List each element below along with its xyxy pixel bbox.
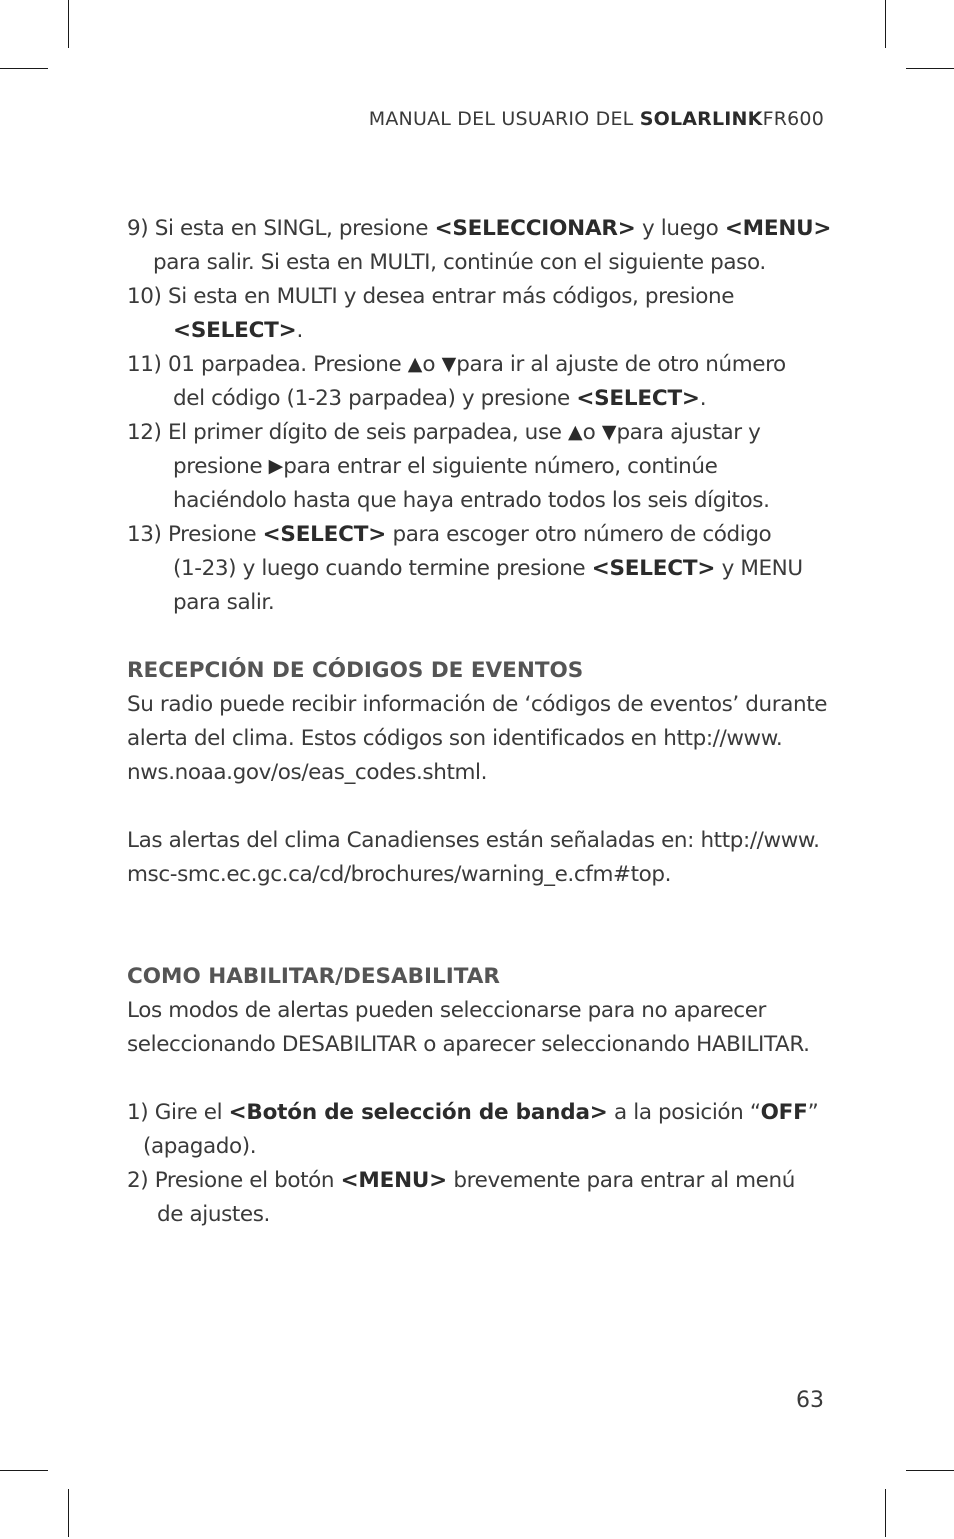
- text-line: nws.noaa.gov/os/eas_codes.shtml.: [127, 760, 488, 785]
- spacer: [127, 892, 827, 960]
- down-arrow-icon: ▼: [441, 353, 457, 375]
- step-9-line-1: [127, 212, 832, 246]
- text-line: msc-smc.ec.gc.ca/cd/brochures/warning_e.cfm#top.: [127, 862, 672, 887]
- key-seleccionar: <SELECCIONAR>: [434, 216, 636, 241]
- section-2-step-2: [127, 1164, 827, 1232]
- text: del código (1-23 parpadea) y presione: [173, 386, 577, 411]
- step-10: [127, 280, 827, 348]
- spacer: [127, 1062, 827, 1096]
- text: para escoger otro número de código: [386, 522, 772, 547]
- step-11-line-1: [127, 348, 827, 382]
- key-menu: <MENU>: [340, 1168, 447, 1193]
- text: y luego: [635, 216, 725, 241]
- section-1-paragraph-2: [127, 824, 827, 892]
- up-arrow-icon: ▲: [567, 421, 583, 443]
- section-title-recepcion: RECEPCIÓN DE CÓDIGOS DE EVENTOS: [127, 658, 584, 683]
- key-select: <SELECT>: [591, 556, 716, 581]
- step-10-line-1: 10) Si esta en MULTI y desea entrar más códigos, presione: [127, 284, 735, 309]
- section-2-step-1-line-2: (apagado).: [143, 1134, 257, 1159]
- text: a la posición “: [607, 1100, 761, 1125]
- crop-mark-bottom-left-v: [68, 1489, 69, 1537]
- spacer: [127, 790, 827, 824]
- text: para entrar el siguiente número, continúe: [283, 454, 718, 479]
- text: 11) 01 parpadea. Presione: [127, 352, 408, 377]
- text: 12) El primer dígito de seis parpadea, use: [127, 420, 568, 445]
- text: 13) Presione: [127, 522, 263, 547]
- text: para ir al ajuste de otro número: [456, 352, 786, 377]
- step-10-line-2: [127, 314, 827, 348]
- step-12-line-3: haciéndolo hasta que haya entrado todos los seis dígitos.: [173, 488, 770, 513]
- key-band-selector: <Botón de selección de banda>: [228, 1100, 608, 1125]
- key-menu: <MENU>: [724, 216, 832, 241]
- section-title-habilitar: COMO HABILITAR/DESABILITAR: [127, 964, 500, 989]
- section-2-paragraph-1: [127, 994, 827, 1062]
- step-9: [127, 212, 832, 280]
- key-select: <SELECT>: [173, 318, 297, 343]
- section-2-step-1: [127, 1096, 827, 1164]
- step-12-line-2: [127, 450, 827, 484]
- text-line: Su radio puede recibir información de ‘códigos de eventos’ durante: [127, 692, 828, 717]
- text: .: [296, 318, 303, 343]
- text-line: Las alertas del clima Canadienses están señaladas en: http://www.: [127, 828, 820, 853]
- text: .: [699, 386, 707, 411]
- crop-mark-top-right-v: [885, 0, 886, 48]
- running-header: [369, 108, 824, 130]
- crop-mark-top-right-h: [906, 68, 954, 69]
- text-line: seleccionando DESABILITAR o aparecer seleccionando HABILITAR.: [127, 1032, 810, 1057]
- text-line: alerta del clima. Estos códigos son identificados en http://www.: [127, 726, 783, 751]
- step-9-line-2: para salir. Si esta en MULTI, continúe con el siguiente paso.: [153, 250, 766, 275]
- section-2-step-1-line-1: [127, 1096, 827, 1130]
- step-13-line-3: para salir.: [173, 590, 275, 615]
- key-off: OFF: [760, 1100, 808, 1125]
- step-13-line-1: [127, 518, 827, 552]
- section-1-paragraph-1: [127, 688, 827, 790]
- right-arrow-icon: ▶: [268, 455, 284, 477]
- text: para ajustar y: [616, 420, 761, 445]
- section-2-step-2-line-1: [127, 1164, 827, 1198]
- step-12: [127, 416, 827, 518]
- text: 1) Gire el: [127, 1100, 229, 1125]
- header-model: FR600: [762, 108, 824, 130]
- text: (1-23) y luego cuando termine presione: [173, 556, 592, 581]
- text-line: Los modos de alertas pueden seleccionarse para no aparecer: [127, 998, 766, 1023]
- text: o: [422, 352, 442, 377]
- text: 2) Presione el botón: [127, 1168, 341, 1193]
- step-13-line-2: [127, 552, 827, 586]
- text: brevemente para entrar al menú: [446, 1168, 795, 1193]
- crop-mark-bottom-left-h: [0, 1470, 48, 1471]
- page-content: [127, 212, 832, 1232]
- section-2-step-2-line-2: de ajustes.: [157, 1202, 270, 1227]
- text: o: [582, 420, 602, 445]
- crop-mark-bottom-right-v: [885, 1489, 886, 1537]
- down-arrow-icon: ▼: [601, 421, 617, 443]
- up-arrow-icon: ▲: [407, 353, 423, 375]
- text: presione: [173, 454, 269, 479]
- text: y MENU: [715, 556, 803, 581]
- page-number: 63: [796, 1388, 824, 1413]
- key-select: <SELECT>: [576, 386, 700, 411]
- crop-mark-top-left-v: [68, 0, 69, 48]
- step-13: [127, 518, 827, 620]
- spacer: [127, 620, 827, 654]
- crop-mark-top-left-h: [0, 68, 48, 69]
- step-11: [127, 348, 827, 416]
- header-brand: SOLARLINK: [639, 108, 763, 130]
- key-select: <SELECT>: [262, 522, 387, 547]
- header-prefix: MANUAL DEL USUARIO DEL: [368, 108, 640, 130]
- crop-mark-bottom-right-h: [906, 1470, 954, 1471]
- text: 9) Si esta en SINGL, presione: [127, 216, 435, 241]
- text: ”: [807, 1100, 819, 1125]
- step-11-line-2: [127, 382, 827, 416]
- step-12-line-1: [127, 416, 827, 450]
